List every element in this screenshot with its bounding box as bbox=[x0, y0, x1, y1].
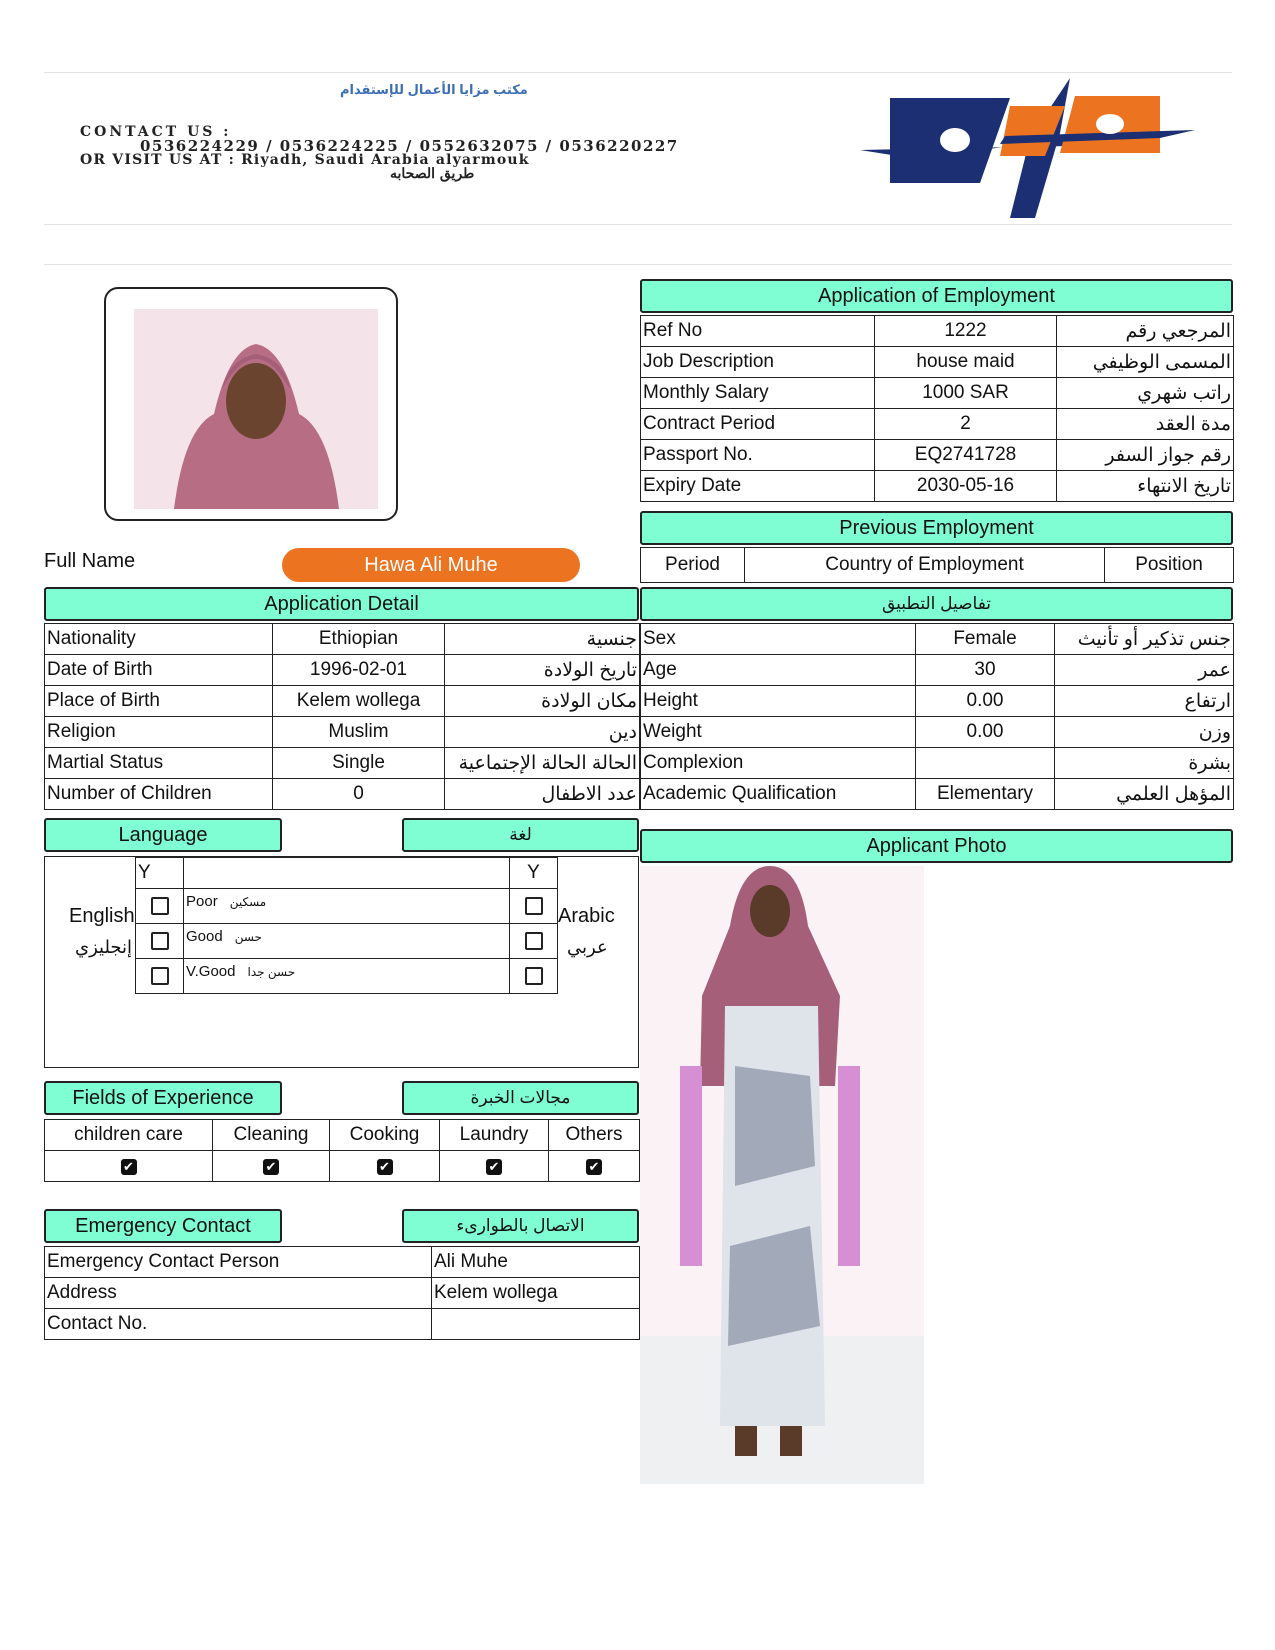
experience-field-label: Cooking bbox=[330, 1120, 440, 1151]
employment-title: Application of Employment bbox=[640, 279, 1233, 313]
applicant-full-photo bbox=[640, 866, 924, 1484]
application-detail-ar-value: Elementary bbox=[916, 779, 1055, 810]
application-detail-ar-label-ar: عمر bbox=[1055, 655, 1234, 686]
emergency-value bbox=[432, 1309, 640, 1340]
application-detail-title: Application Detail bbox=[44, 587, 639, 621]
experience-field-label: children care bbox=[45, 1120, 213, 1151]
experience-check-cell bbox=[330, 1151, 440, 1182]
application-detail-ar-row bbox=[641, 686, 1234, 717]
experience-check-cell bbox=[45, 1151, 213, 1182]
arabic-level-checkbox[interactable] bbox=[525, 932, 543, 950]
language-box bbox=[44, 856, 639, 1068]
emergency-value: Kelem wollega bbox=[432, 1278, 640, 1309]
level-label-en: V.Good bbox=[186, 963, 236, 980]
emergency-table bbox=[44, 1246, 640, 1340]
employment-value: 2 bbox=[875, 409, 1057, 440]
arabic-label: Arabic bbox=[558, 905, 615, 927]
employment-label-en: Contract Period bbox=[641, 409, 875, 440]
application-detail-ar-label-ar: بشرة bbox=[1055, 748, 1234, 779]
employment-label-ar: المرجعي رقم bbox=[1057, 316, 1234, 347]
arabic-label-ar: عربي bbox=[567, 937, 608, 957]
application-detail-value: 1996-02-01 bbox=[273, 655, 445, 686]
experience-field-label: Cleaning bbox=[213, 1120, 330, 1151]
application-detail-value: Kelem wollega bbox=[273, 686, 445, 717]
application-detail-row bbox=[45, 624, 640, 655]
application-detail-ar-value: Female bbox=[916, 624, 1055, 655]
english-label: English bbox=[69, 905, 135, 927]
employment-value: 1000 SAR bbox=[875, 378, 1057, 409]
experience-check-cell bbox=[440, 1151, 549, 1182]
english-label-ar: إنجليزي bbox=[75, 937, 133, 957]
portrait-frame bbox=[104, 287, 398, 521]
contact-label: CONTACT US : bbox=[80, 124, 232, 140]
header-top-rule bbox=[44, 72, 1232, 73]
application-detail-ar-row bbox=[641, 717, 1234, 748]
experience-field-label: Laundry bbox=[440, 1120, 549, 1151]
language-level-label bbox=[184, 924, 510, 959]
application-detail-row bbox=[45, 686, 640, 717]
experience-title-ar: مجالات الخبرة bbox=[402, 1081, 639, 1115]
experience-checkbox-checked[interactable]: ✔ bbox=[121, 1159, 137, 1175]
application-detail-label-ar: الحالة الحالة الإجتماعية bbox=[445, 748, 640, 779]
experience-checkbox-checked[interactable]: ✔ bbox=[486, 1159, 502, 1175]
application-detail-ar-row bbox=[641, 655, 1234, 686]
emergency-label: Address bbox=[45, 1278, 432, 1309]
arabic-level-cell bbox=[510, 889, 558, 924]
experience-field-label: Others bbox=[549, 1120, 640, 1151]
application-detail-row bbox=[45, 779, 640, 810]
application-detail-value: Ethiopian bbox=[273, 624, 445, 655]
employment-label-en: Job Description bbox=[641, 347, 875, 378]
application-detail-table bbox=[44, 623, 640, 810]
application-detail-label-ar: دين bbox=[445, 717, 640, 748]
language-level-row bbox=[136, 924, 558, 959]
emergency-row bbox=[45, 1309, 640, 1340]
experience-check-cell bbox=[549, 1151, 640, 1182]
level-label-en: Poor bbox=[186, 893, 218, 910]
arabic-level-cell bbox=[510, 924, 558, 959]
english-level-cell bbox=[136, 889, 184, 924]
employment-label-ar: راتب شهري bbox=[1057, 378, 1234, 409]
language-level-label bbox=[184, 889, 510, 924]
contact-address: OR VISIT US AT : Riyadh, Saudi Arabia alyarmouk bbox=[80, 152, 530, 168]
employment-row bbox=[641, 378, 1234, 409]
employment-label-ar: مدة العقد bbox=[1057, 409, 1234, 440]
logo-dot-right bbox=[1096, 114, 1124, 134]
prev-header-country: Country of Employment bbox=[745, 548, 1105, 583]
application-detail-value: Muslim bbox=[273, 717, 445, 748]
office-name-ar: مكتب مزايا الأعمال للإستقدام bbox=[340, 82, 528, 97]
language-title-ar: لغة bbox=[402, 818, 639, 852]
emergency-row bbox=[45, 1278, 640, 1309]
application-detail-label-ar: جنسية bbox=[445, 624, 640, 655]
employment-row bbox=[641, 471, 1234, 502]
application-detail-row bbox=[45, 748, 640, 779]
arabic-level-checkbox[interactable] bbox=[525, 967, 543, 985]
language-level-row bbox=[136, 959, 558, 994]
employment-value: EQ2741728 bbox=[875, 440, 1057, 471]
language-level-label bbox=[184, 959, 510, 994]
applicant-photo-title: Applicant Photo bbox=[640, 829, 1233, 863]
application-detail-ar-row bbox=[641, 748, 1234, 779]
application-detail-value: 0 bbox=[273, 779, 445, 810]
application-detail-ar-label-en: Height bbox=[641, 686, 916, 717]
application-detail-label-en: Place of Birth bbox=[45, 686, 273, 717]
experience-check-cell bbox=[213, 1151, 330, 1182]
arabic-level-cell bbox=[510, 959, 558, 994]
emergency-row bbox=[45, 1247, 640, 1278]
employment-label-ar: تاريخ الانتهاء bbox=[1057, 471, 1234, 502]
contact-phones: 0536224229 / 0536224225 / 0552632075 / 0536220227 bbox=[140, 137, 679, 155]
application-detail-ar-label-en: Sex bbox=[641, 624, 916, 655]
application-detail-ar-table bbox=[640, 623, 1234, 810]
experience-checkbox-checked[interactable]: ✔ bbox=[377, 1159, 393, 1175]
contact-block bbox=[80, 125, 679, 181]
application-detail-ar-label-en: Academic Qualification bbox=[641, 779, 916, 810]
previous-employment-title: Previous Employment bbox=[640, 511, 1233, 545]
language-grid bbox=[135, 857, 558, 994]
employment-value: 1222 bbox=[875, 316, 1057, 347]
english-level-checkbox[interactable] bbox=[151, 897, 169, 915]
application-detail-ar-value: 30 bbox=[916, 655, 1055, 686]
english-level-cell bbox=[136, 924, 184, 959]
contact-street-ar: طريق الصحابه bbox=[390, 166, 475, 182]
language-header-blank bbox=[184, 858, 510, 889]
english-level-cell bbox=[136, 959, 184, 994]
employment-label-ar: رقم جواز السفر bbox=[1057, 440, 1234, 471]
employment-label-en: Expiry Date bbox=[641, 471, 875, 502]
application-detail-row bbox=[45, 717, 640, 748]
application-detail-ar-row bbox=[641, 779, 1234, 810]
application-detail-label-en: Number of Children bbox=[45, 779, 273, 810]
application-detail-ar-value bbox=[916, 748, 1055, 779]
application-detail-ar-label-en: Age bbox=[641, 655, 916, 686]
portrait-photo bbox=[134, 309, 378, 509]
emergency-title-ar: الاتصال بالطوارىء bbox=[402, 1209, 639, 1243]
logo-dot-left bbox=[940, 128, 970, 152]
employment-table bbox=[640, 315, 1234, 502]
application-detail-row bbox=[45, 655, 640, 686]
application-detail-ar-label-ar: جنس تذكير أو تأنيث bbox=[1055, 624, 1234, 655]
application-detail-ar-label-en: Weight bbox=[641, 717, 916, 748]
section-rule bbox=[44, 264, 1232, 265]
application-detail-ar-label-ar: المؤهل العلمي bbox=[1055, 779, 1234, 810]
arabic-level-checkbox[interactable] bbox=[525, 897, 543, 915]
application-detail-value: Single bbox=[273, 748, 445, 779]
application-detail-label-en: Nationality bbox=[45, 624, 273, 655]
application-detail-label-en: Date of Birth bbox=[45, 655, 273, 686]
employment-row bbox=[641, 316, 1234, 347]
company-logo bbox=[860, 78, 1220, 218]
language-title: Language bbox=[44, 818, 282, 852]
header-bottom-rule bbox=[44, 224, 1232, 225]
experience-table bbox=[44, 1119, 640, 1182]
english-col-mark: Y bbox=[136, 858, 184, 889]
emergency-value: Ali Muhe bbox=[432, 1247, 640, 1278]
level-label-ar: حسن جدا bbox=[247, 965, 296, 979]
prev-header-position: Position bbox=[1105, 548, 1234, 583]
application-detail-ar-row bbox=[641, 624, 1234, 655]
arabic-col-mark: Y bbox=[510, 858, 558, 889]
employment-row bbox=[641, 409, 1234, 440]
application-detail-label-ar: عدد الاطفال bbox=[445, 779, 640, 810]
language-level-row bbox=[136, 889, 558, 924]
application-detail-ar-label-ar: ارتفاع bbox=[1055, 686, 1234, 717]
application-detail-ar-value: 0.00 bbox=[916, 717, 1055, 748]
full-name-label: Full Name bbox=[44, 550, 136, 572]
employment-label-en: Passport No. bbox=[641, 440, 875, 471]
employment-value: 2030-05-16 bbox=[875, 471, 1057, 502]
experience-checkbox-checked[interactable]: ✔ bbox=[263, 1159, 279, 1175]
employment-row bbox=[641, 440, 1234, 471]
application-detail-label-en: Religion bbox=[45, 717, 273, 748]
application-detail-label-ar: تاريخ الولادة bbox=[445, 655, 640, 686]
english-level-checkbox[interactable] bbox=[151, 932, 169, 950]
full-name-value: Hawa Ali Muhe bbox=[282, 548, 580, 582]
employment-row bbox=[641, 347, 1234, 378]
application-detail-ar-label-en: Complexion bbox=[641, 748, 916, 779]
english-level-checkbox[interactable] bbox=[151, 967, 169, 985]
experience-title: Fields of Experience bbox=[44, 1081, 282, 1115]
employment-label-en: Monthly Salary bbox=[641, 378, 875, 409]
experience-checkbox-checked[interactable]: ✔ bbox=[586, 1159, 602, 1175]
level-label-ar: مسكين bbox=[229, 895, 267, 909]
emergency-label: Emergency Contact Person bbox=[45, 1247, 432, 1278]
employment-label-ar: المسمى الوظيفي bbox=[1057, 347, 1234, 378]
emergency-title: Emergency Contact bbox=[44, 1209, 282, 1243]
level-label-ar: حسن bbox=[234, 930, 262, 944]
application-detail-label-ar: مكان الولادة bbox=[445, 686, 640, 717]
application-detail-ar-value: 0.00 bbox=[916, 686, 1055, 717]
previous-employment-table bbox=[640, 547, 1234, 583]
level-label-en: Good bbox=[186, 928, 223, 945]
employment-value: house maid bbox=[875, 347, 1057, 378]
employment-label-en: Ref No bbox=[641, 316, 875, 347]
emergency-label: Contact No. bbox=[45, 1309, 432, 1340]
application-detail-ar-label-ar: وزن bbox=[1055, 717, 1234, 748]
application-detail-label-en: Martial Status bbox=[45, 748, 273, 779]
prev-header-period: Period bbox=[641, 548, 745, 583]
application-detail-ar-title: تفاصيل التطبيق bbox=[640, 587, 1233, 621]
